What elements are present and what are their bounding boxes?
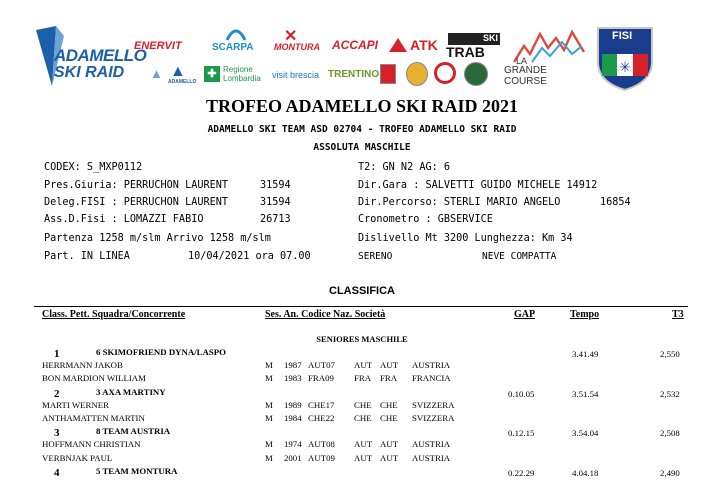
result-time: 4.04.18 <box>572 467 599 478</box>
athlete-sex: M <box>265 360 273 371</box>
result-time: 3.51.54 <box>572 388 599 399</box>
athlete-name: ANTHAMATTEN MARTIN <box>42 413 145 423</box>
deleg-fisi-code: 31594 <box>260 197 291 208</box>
coat-of-arms-3 <box>434 62 456 84</box>
athlete-soc: AUT <box>380 452 399 463</box>
adamello-small-logo-icon: ▲ <box>170 63 186 80</box>
header-gap: GAP <box>514 309 536 320</box>
regione-logo-line1: Regione <box>223 65 253 74</box>
athlete-country: AUSTRIA <box>412 439 451 450</box>
header-tempo: Tempo <box>570 309 600 320</box>
athlete-name: MARTI WERNER <box>42 399 109 410</box>
trentino-logo: TRENTINO <box>328 69 380 80</box>
accapi-logo: ACCAPI <box>332 38 379 52</box>
dir-gara: Dir.Gara : SALVETTI GUIDO MICHELE 14912 <box>358 180 598 191</box>
athlete-name: BON MARDION WILLIAM <box>42 373 146 384</box>
coat-of-arms-2 <box>406 62 428 86</box>
athlete-country: FRANCIA <box>412 373 451 384</box>
result-time: 3.54.04 <box>572 428 599 439</box>
start-type: Part. IN LINEA <box>44 251 130 262</box>
codex: CODEX: S_MXP0112 <box>44 162 143 173</box>
athlete-code: AUT09 <box>308 452 335 463</box>
coat-of-arms-4 <box>464 62 488 86</box>
grande-course-course: COURSE <box>504 76 547 87</box>
svg-text:✳: ✳ <box>619 60 631 76</box>
athlete-soc: AUT <box>380 360 399 371</box>
category-heading: SENIORES MASCHILE <box>316 334 408 344</box>
enervit-logo: ENERVIT <box>134 40 182 52</box>
organizer-subtitle: ADAMELLO SKI TEAM ASD 02704 - TROFEO ADAMELLO SKI RAID <box>207 124 517 135</box>
result-gap: 0.22.29 <box>508 467 535 478</box>
athlete-soc: CHE <box>380 413 398 423</box>
athlete-name: HERRMANN JAKOB <box>42 360 123 371</box>
result-rank: 2 <box>54 387 60 400</box>
athlete-year: 1989 <box>284 399 302 410</box>
sponsor-strip <box>0 0 724 96</box>
ass-fisi: Ass.D.Fisi : LOMAZZI FABIO <box>44 214 204 225</box>
athlete-code: AUT07 <box>308 360 335 371</box>
adamello-small-logo: ADAMELLO <box>168 79 197 85</box>
header-t3: T3 <box>672 309 684 320</box>
team-name: 5 TEAM MONTURA <box>96 465 178 476</box>
result-rank: 3 <box>54 427 60 440</box>
athlete-sex: M <box>265 452 273 463</box>
classifica-title: CLASSIFICA <box>329 285 395 297</box>
result-gap: 0.12.15 <box>508 428 535 439</box>
regione-logo-line2: Lombardia <box>223 74 261 83</box>
pres-giuria: Pres.Giuria: PERRUCHON LAURENT <box>44 180 229 191</box>
fisi-logo-text: FISI <box>612 30 633 42</box>
athlete-country: SVIZZERA <box>412 399 455 410</box>
regione-lombardia-icon: ✚ <box>204 66 220 82</box>
header-rule <box>34 306 688 307</box>
grande-course-grande: GRANDE <box>504 65 547 76</box>
result-t3: 2,508 <box>660 428 680 439</box>
athlete-year: 1974 <box>284 439 302 450</box>
athlete-sex: M <box>265 373 273 384</box>
partenza-arrivo: Partenza 1258 m/slm Arrivo 1258 m/slm <box>44 233 271 244</box>
athlete-year: 1987 <box>284 360 302 371</box>
athlete-code: CHE22 <box>308 413 335 423</box>
athlete-naz: AUT <box>354 360 373 371</box>
coat-of-arms-1 <box>380 64 396 84</box>
skitrab-logo: TRAB <box>446 44 485 60</box>
dislivello: Dislivello Mt 3200 Lunghezza: Km 34 <box>358 233 573 244</box>
result-t3: 2,490 <box>660 467 680 478</box>
skiraid-logo-text: SKI RAID <box>54 64 125 81</box>
result-gap: 0.10.05 <box>508 388 535 399</box>
athlete-naz: AUT <box>354 439 373 450</box>
snow-condition: NEVE COMPATTA <box>482 251 557 262</box>
athlete-country: AUSTRIA <box>412 360 451 371</box>
athlete-naz: FRA <box>354 373 372 384</box>
adamello-logo-text: ADAMELLO <box>54 46 147 65</box>
athlete-code: CHE17 <box>308 399 335 410</box>
athlete-country: AUSTRIA <box>412 452 451 463</box>
small-mountain-icon: ▲ <box>150 66 163 81</box>
atk-logo-icon <box>389 38 407 52</box>
result-rank: 1 <box>54 348 60 360</box>
team-name: 6 SKIMOFRIEND DYNA/LASPO <box>96 347 227 357</box>
pres-giuria-code: 31594 <box>260 180 291 191</box>
cronometro: Cronometro : GBSERVICE <box>358 214 493 225</box>
team-name: 3 AXA MARTINY <box>96 386 166 397</box>
montura-logo: MONTURA <box>274 42 320 52</box>
montura-x-icon: ✕ <box>284 28 298 45</box>
skitrab-logo-top: SKI <box>448 33 500 45</box>
athlete-country: SVIZZERA <box>412 413 455 423</box>
athlete-naz: CHE <box>354 413 372 423</box>
athlete-naz: CHE <box>354 399 372 410</box>
page-title: TROFEO ADAMELLO SKI RAID 2021 <box>205 96 519 116</box>
ass-fisi-code: 26713 <box>260 214 291 225</box>
athlete-soc: CHE <box>380 399 398 410</box>
header-class-squadra: Class. Pett. Squadra/Concorrente <box>42 309 186 320</box>
deleg-fisi: Deleg.FISI : PERRUCHON LAURENT <box>44 197 229 208</box>
weather: SERENO <box>358 251 393 262</box>
scarpa-logo: SCARPA <box>212 42 254 53</box>
dir-percorso: Dir.Percorso: STERLI MARIO ANGELO <box>358 197 561 208</box>
result-rank: 4 <box>54 466 60 479</box>
athlete-code: AUT08 <box>308 439 335 450</box>
athlete-year: 1984 <box>284 413 302 423</box>
team-name: 8 TEAM AUSTRIA <box>96 426 171 437</box>
athlete-year: 1983 <box>284 373 302 384</box>
scarpa-logo-icon <box>225 26 247 42</box>
result-time: 3.41.49 <box>572 349 599 359</box>
athlete-soc: AUT <box>380 439 399 450</box>
result-t3: 2,550 <box>660 349 680 359</box>
athlete-sex: M <box>265 439 273 450</box>
dir-percorso-code: 16854 <box>600 197 631 208</box>
athlete-code: FRA09 <box>308 373 334 384</box>
visit-brescia-logo: visit brescia <box>272 70 320 80</box>
t2-info: T2: GN N2 AG: 6 <box>358 162 451 173</box>
athlete-year: 2001 <box>284 452 302 463</box>
grande-course-la: LA <box>516 56 528 66</box>
atk-logo: ATK <box>410 37 438 53</box>
header-ses-societa: Ses. An. Codice Naz. Società <box>265 309 386 320</box>
athlete-soc: FRA <box>380 373 398 384</box>
athlete-sex: M <box>265 413 273 423</box>
race-date: 10/04/2021 ora 07.00 <box>188 251 311 262</box>
result-t3: 2,532 <box>660 388 680 399</box>
athlete-name: VERBNJAK PAUL <box>42 452 113 463</box>
category-subtitle: ASSOLUTA MASCHILE <box>313 142 411 153</box>
athlete-naz: AUT <box>354 452 373 463</box>
athlete-sex: M <box>265 399 273 410</box>
athlete-name: HOFFMANN CHRISTIAN <box>42 439 141 450</box>
